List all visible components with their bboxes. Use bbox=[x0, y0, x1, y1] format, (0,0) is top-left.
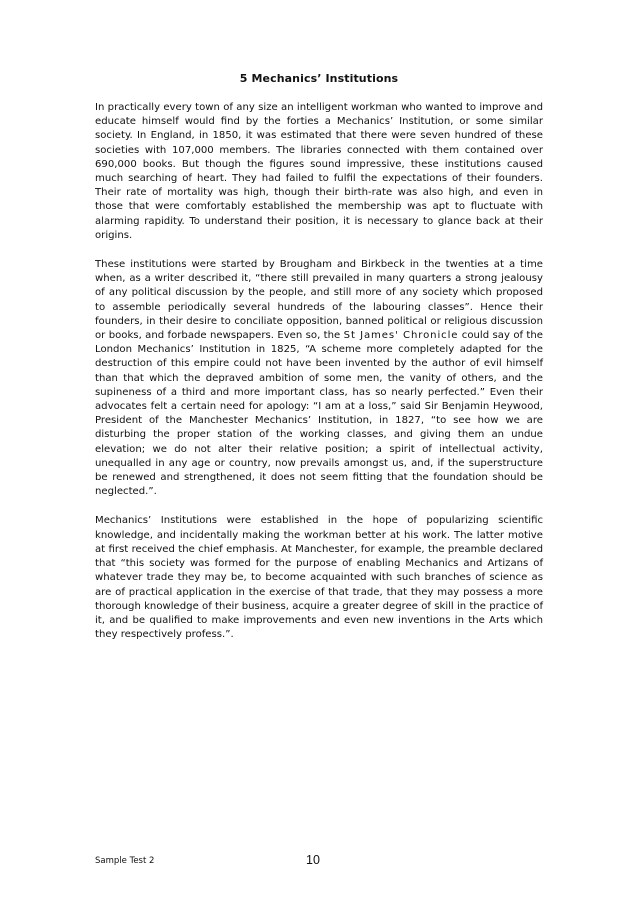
body-text bbox=[95, 101, 543, 657]
paragraph-3: Mechanics’ Institutions were established in the hope of popularizing scientific knowledge, and incidentally making the workman better at his work. The latter motive at first received the chief emphasis. At Manchester, for example, the preamble declared that “this society was formed for the purpose of enabling Mechanics and Artizans of whatever trade they may be, to become acquainted with such branches of science as are of practical application in the exercise of that trade, that they may possess a more thorough knowledge of their business, acquire a greater degree of skill in the practice of it, and be qualified to make improvements and even new inventions in the Arts which they respectively profess.”. bbox=[95, 515, 543, 641]
paragraph-2-part-2: could say of the London Mechanics’ Institution in 1825, “A scheme more completely adapted for the destruction of this empire could not have been invented by the author of evil himself than that which the depraved ambition of some men, the vanity of others, and the supineness of a third and more important class, has so nearly perfected.” Even their advocates felt a certain need for apology: “I am at a loss,” said Sir Benjamin Heywood, President of the Manchester Mechanics’ Institution, in 1827, “to see how we are disturbing the proper station of the working classes, and giving them an undue elevation; we do not alter their relative position; a spirit of intellectual activity, unequalled in any age or country, now prevails amongst us, and, if the superstructure be renewed and strengthened, it does not seem fitting that the foundation should be neglected.”. bbox=[95, 330, 543, 498]
paragraph-2-part-1: These institutions were started by Brougham and Birkbeck in the twenties at a time when, as a writer described it, “there still prevailed in many quarters a strong jealousy of any political discussion by the people, and still more of any society which proposed to assemble periodically several hundreds of the labouring classes”. Hence their founders, in their desire to conciliate opposition, banned political or religious discussion or books, and forbade newspapers. Even so, the bbox=[95, 259, 543, 342]
section-title: 5 Mechanics’ Institutions bbox=[239, 72, 399, 85]
footer-label: Sample Test 2 bbox=[95, 856, 155, 866]
page-number: 10 bbox=[306, 853, 320, 867]
newspaper-title: St James' Chronicle bbox=[343, 330, 459, 342]
paragraph-2 bbox=[95, 258, 543, 499]
paragraph-1: In practically every town of any size an intelligent workman who wanted to improve and educate himself would find by the forties a Mechanics’ Institution, or some similar society. In England, in 1850, it was estimated that there were seven hundred of these societies with 107,000 members. The libraries connected with them contained over 690,000 books. But though the figures sound impressive, these institutions caused much searching of heart. They had failed to fulfil the expectations of their founders. Their rate of mortality was high, though their birth-rate was also high, and even in those that were comfortably established the membership was apt to fluctuate with alarming rapidity. To understand their position, it is necessary to glance back at their origins. bbox=[95, 102, 543, 241]
